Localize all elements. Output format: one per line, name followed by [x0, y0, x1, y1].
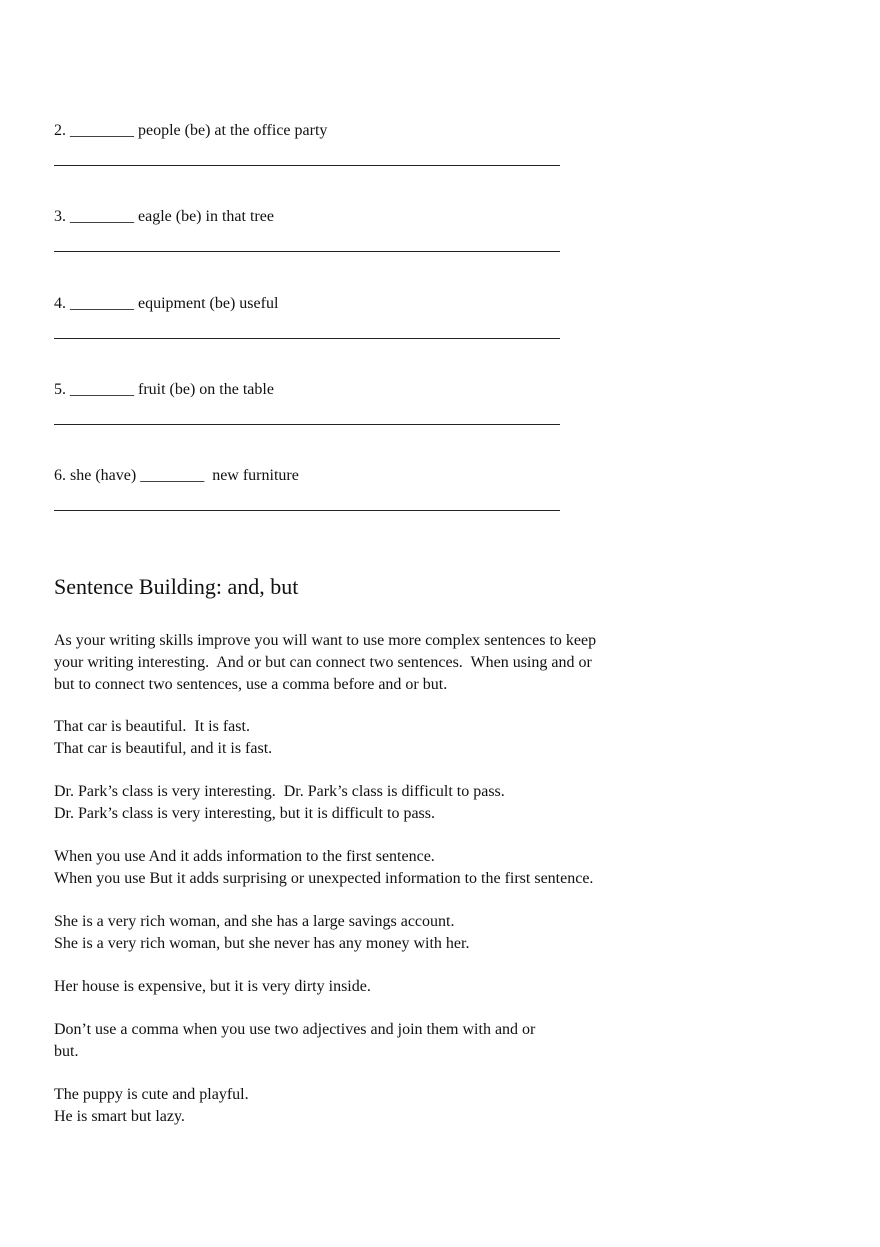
explanation-paragraph	[54, 846, 593, 890]
exercise-item	[54, 295, 654, 313]
example-paragraph	[54, 716, 272, 760]
exercise-prompt: 6. she (have) ________ new furniture	[54, 467, 299, 484]
intro-paragraph	[54, 630, 596, 696]
exercise-item	[54, 122, 654, 140]
text-line: Don’t use a comma when you use two adjectives and join them with and or	[54, 1021, 536, 1038]
text-line: That car is beautiful, and it is fast.	[54, 740, 273, 757]
text-line: He is smart but lazy.	[54, 1108, 185, 1125]
text-line: your writing interesting. And or but can connect two sentences. When using and or	[54, 654, 592, 671]
text-line: She is a very rich woman, but she never has any money with her.	[54, 935, 470, 952]
text-line: Dr. Park’s class is very interesting, but it is difficult to pass.	[54, 805, 435, 822]
text-line: She is a very rich woman, and she has a large savings account.	[54, 913, 455, 930]
exercise-prompt: 5. ________ fruit (be) on the table	[54, 381, 274, 398]
exercise-prompt: 2. ________ people (be) at the office party	[54, 122, 328, 139]
example-paragraph	[54, 781, 505, 825]
exercise-item	[54, 381, 654, 399]
text-line: That car is beautiful. It is fast.	[54, 718, 250, 735]
text-line: but.	[54, 1043, 79, 1060]
exercise-prompt: 3. ________ eagle (be) in that tree	[54, 208, 274, 225]
example-paragraph	[54, 1084, 249, 1128]
text-line: The puppy is cute and playful.	[54, 1086, 249, 1103]
answer-line	[54, 510, 560, 511]
example-paragraph	[54, 911, 469, 955]
exercise-prompt: 4. ________ equipment (be) useful	[54, 295, 279, 312]
example-paragraph	[54, 976, 371, 998]
rule-paragraph	[54, 1019, 535, 1063]
text-line: but to connect two sentences, use a comma before and or but.	[54, 676, 448, 693]
text-line: When you use And it adds information to the first sentence.	[54, 848, 435, 865]
text-line: As your writing skills improve you will want to use more complex sentences to keep	[54, 632, 597, 649]
section-heading: Sentence Building: and, but	[54, 574, 299, 599]
text-line: Her house is expensive, but it is very dirty inside.	[54, 978, 371, 995]
text-line: Dr. Park’s class is very interesting. Dr. Park’s class is difficult to pass.	[54, 783, 505, 800]
exercise-item	[54, 208, 654, 226]
answer-line	[54, 251, 560, 252]
answer-line	[54, 424, 560, 425]
exercise-item	[54, 467, 654, 485]
answer-line	[54, 338, 560, 339]
text-line: When you use But it adds surprising or unexpected information to the first sentence.	[54, 870, 594, 887]
answer-line	[54, 165, 560, 166]
